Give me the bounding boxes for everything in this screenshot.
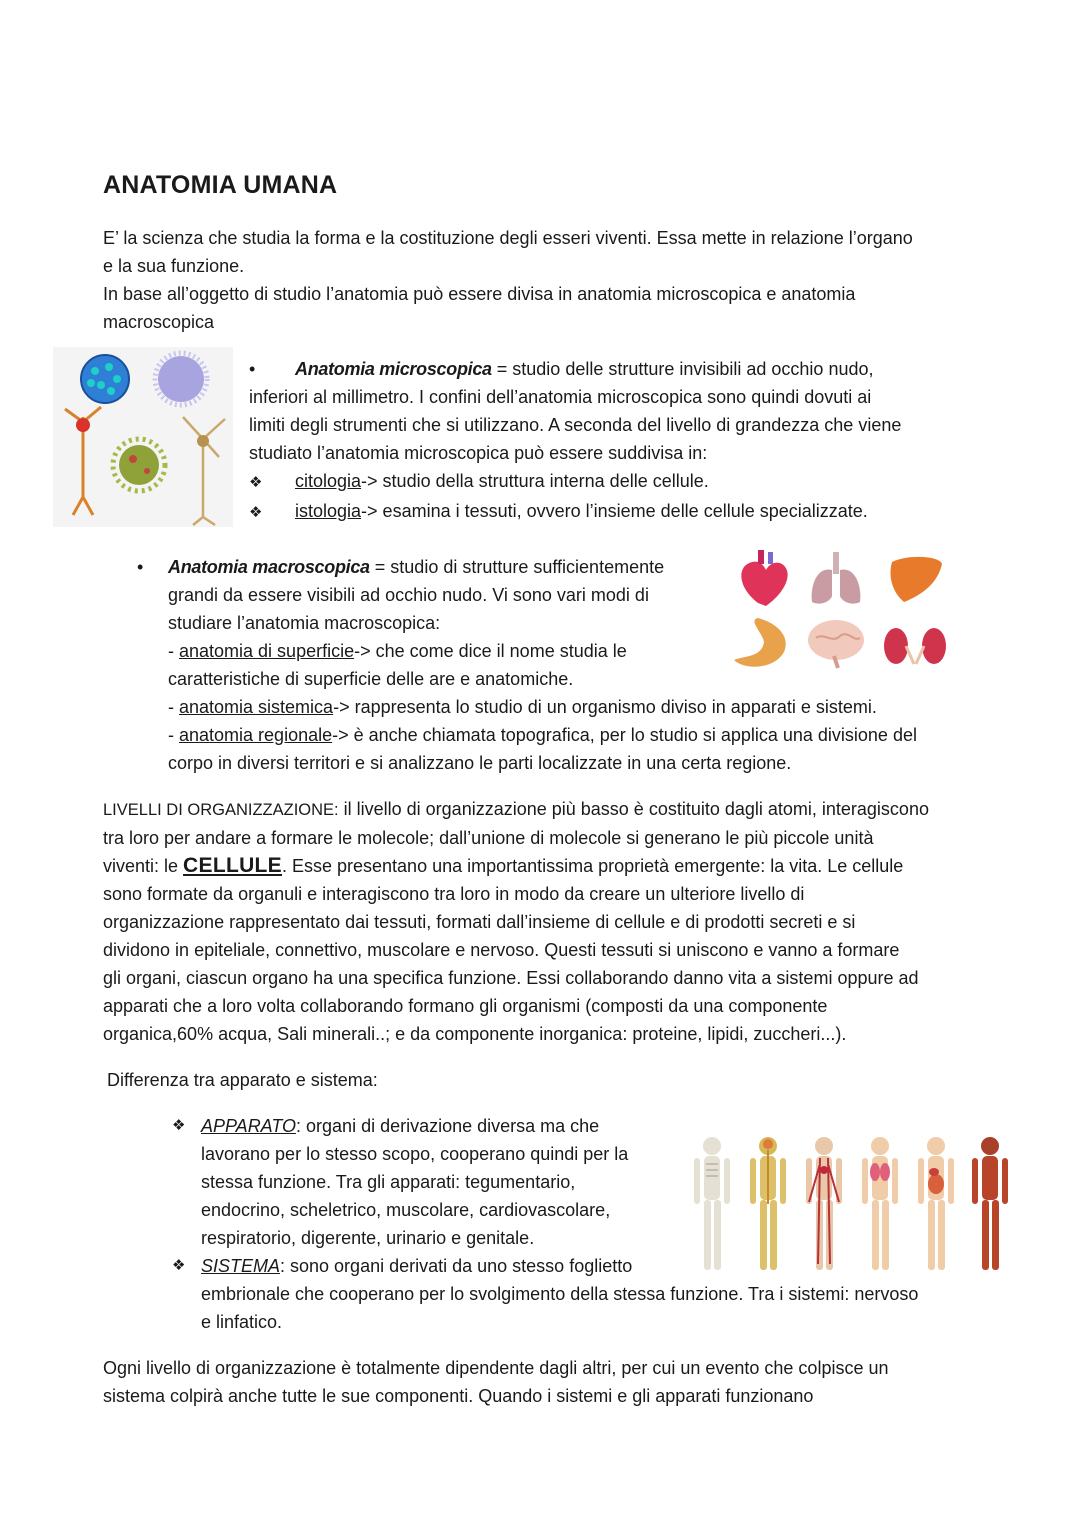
cellule-keyword: CELLULE bbox=[183, 854, 282, 877]
livelli-text: viventi: le bbox=[103, 856, 184, 876]
livelli-line: gli organi, ciascun organo ha una specifica funzione. Essi collaborando danno vita a sistemi oppure ad bbox=[103, 968, 919, 988]
diamond-bullet-icon: ❖ bbox=[172, 1257, 186, 1274]
micro-line: inferiori al millimetro. I confini dell’anatomia microscopica sono quindi dovuti ai bbox=[249, 387, 872, 407]
bullet: • bbox=[249, 359, 256, 379]
intro-line: In base all’oggetto di studio l’anatomia può essere divisa in anatomia microscopica e anatomia bbox=[103, 284, 856, 304]
intro-paragraph bbox=[103, 224, 983, 336]
intro-line: macroscopica bbox=[103, 312, 215, 332]
sistema-text: : sono organi derivati da uno stesso foglietto bbox=[280, 1256, 633, 1276]
cells-illustration bbox=[53, 347, 233, 527]
livelli-text: il livello di organizzazione più basso è costituito dagli atomi, interagiscono bbox=[338, 799, 929, 819]
list-item bbox=[249, 497, 969, 527]
page-title: ANATOMIA UMANA bbox=[103, 171, 338, 199]
macro-term: Anatomia macroscopica bbox=[168, 557, 370, 577]
list-item bbox=[168, 721, 988, 749]
list-item-text: -> che come dice il nome studia le bbox=[354, 641, 627, 661]
list-item-text: -> esamina i tessuti, ovvero l’insieme delle cellule specializzate. bbox=[361, 501, 868, 521]
intro-line: E’ la scienza che studia la forma e la costituzione degli esseri viventi. Essa mette in relazione l’organo bbox=[103, 228, 913, 248]
sistema-term: SISTEMA bbox=[201, 1256, 281, 1276]
istologia-term: istologia bbox=[295, 501, 362, 521]
list-item bbox=[168, 637, 988, 665]
dash: - bbox=[168, 697, 179, 717]
neuron-body bbox=[76, 418, 90, 432]
ogni-line: Ogni livello di organizzazione è totalmente dipendente dagli altri, per cui un evento che colpisce un bbox=[103, 1358, 889, 1378]
livelli-line: sono formate da organuli e interagiscono tra loro in modo da creare un ulteriore livello di bbox=[103, 884, 805, 904]
ogni-paragraph bbox=[103, 1354, 983, 1410]
apparato-line: stessa funzione. Tra gli apparati: tegumentario, bbox=[201, 1172, 576, 1192]
anatomia-sistemica-term: anatomia sistemica bbox=[179, 697, 334, 717]
diamond-bullet-icon: ❖ bbox=[249, 504, 263, 521]
apparato-sistema-list bbox=[201, 1112, 991, 1336]
virus-icon bbox=[81, 355, 129, 403]
anatomia-regionale-term: anatomia regionale bbox=[179, 725, 333, 745]
differenza-heading: Differenza tra apparato e sistema: bbox=[107, 1070, 378, 1090]
micro-term: Anatomia microscopica bbox=[295, 359, 492, 379]
list-item-text: -> studio della struttura interna delle cellule. bbox=[361, 471, 709, 491]
apparato-line: endocrino, scheletrico, muscolare, cardiovascolare, bbox=[201, 1200, 611, 1220]
apparato-term: APPARATO bbox=[201, 1116, 297, 1136]
anatomia-superficie-term: anatomia di superficie bbox=[179, 641, 355, 661]
apparato-text: : organi di derivazione diversa ma che bbox=[296, 1116, 600, 1136]
ogni-line: sistema colpirà anche tutte le sue componenti. Quando i sistemi e gli apparati funzionano bbox=[103, 1386, 814, 1406]
list-item-cont: corpo in diversi territori e si analizzano le parti localizzate in una certa regione. bbox=[168, 753, 792, 773]
dash: - bbox=[168, 725, 179, 745]
micro-line: limiti degli strumenti che si utilizzano. A seconda del livello di grandezza che viene bbox=[249, 415, 902, 435]
micro-line: studiato l’anatomia microscopica può essere suddivisa in: bbox=[249, 443, 708, 463]
livelli-line: organizzazione rappresentato dai tessuti, formati dall’insieme di cellule e di prodotti secreti e si bbox=[103, 912, 856, 932]
livelli-paragraph bbox=[103, 795, 983, 1048]
macro-line: grandi da essere visibili ad occhio nudo. Vi sono vari modi di bbox=[168, 585, 649, 605]
micro-section bbox=[249, 355, 969, 527]
apparato-line: respiratorio, digerente, urinario e genitale. bbox=[201, 1228, 535, 1248]
dash: - bbox=[168, 641, 179, 661]
intro-line: e la sua funzione. bbox=[103, 256, 245, 276]
micro-def: = studio delle strutture invisibili ad occhio nudo, bbox=[491, 359, 874, 379]
livelli-line: dividono in epiteliale, connettivo, muscolare e nervoso. Questi tessuti si uniscono e vanno a formare bbox=[103, 940, 900, 960]
sistema-line: embrionale che cooperano per lo svolgimento della stessa funzione. Tra i sistemi: nervoso bbox=[201, 1284, 919, 1304]
sistema-line: e linfatico. bbox=[201, 1312, 283, 1332]
list-item bbox=[249, 467, 969, 497]
list-item bbox=[168, 693, 988, 721]
list-item-text: -> rappresenta lo studio di un organismo diviso in apparati e sistemi. bbox=[333, 697, 877, 717]
apparato-line: lavorano per lo stesso scopo, cooperano quindi per la bbox=[201, 1144, 629, 1164]
livelli-label: LIVELLI DI ORGANIZZAZIONE: bbox=[103, 801, 339, 819]
diamond-bullet-icon: ❖ bbox=[172, 1117, 186, 1134]
list-item-cont: caratteristiche di superficie delle are e anatomiche. bbox=[168, 669, 574, 689]
macro-section bbox=[168, 553, 988, 777]
livelli-line: apparati che a loro volta collaborando formano gli organismi (composti da una componente bbox=[103, 996, 828, 1016]
livelli-line: tra loro per andare a formare le molecole; dall’unione di molecole si generano le più piccole unità bbox=[103, 828, 874, 848]
list-item-text: -> è anche chiamata topografica, per lo studio si applica una divisione del bbox=[332, 725, 917, 745]
diamond-bullet-icon: ❖ bbox=[249, 474, 263, 491]
bullet: • bbox=[137, 557, 144, 577]
livelli-line: organica,60% acqua, Sali minerali..; e da componente inorganica: proteine, lipidi, zuccheri...). bbox=[103, 1024, 847, 1044]
livelli-text: . Esse presentano una importantissima proprietà emergente: la vita. Le cellule bbox=[281, 856, 904, 876]
macro-line: studiare l’anatomia macroscopica: bbox=[168, 613, 441, 633]
citologia-term: citologia bbox=[295, 471, 362, 491]
macro-def: = studio di strutture sufficientemente bbox=[369, 557, 665, 577]
